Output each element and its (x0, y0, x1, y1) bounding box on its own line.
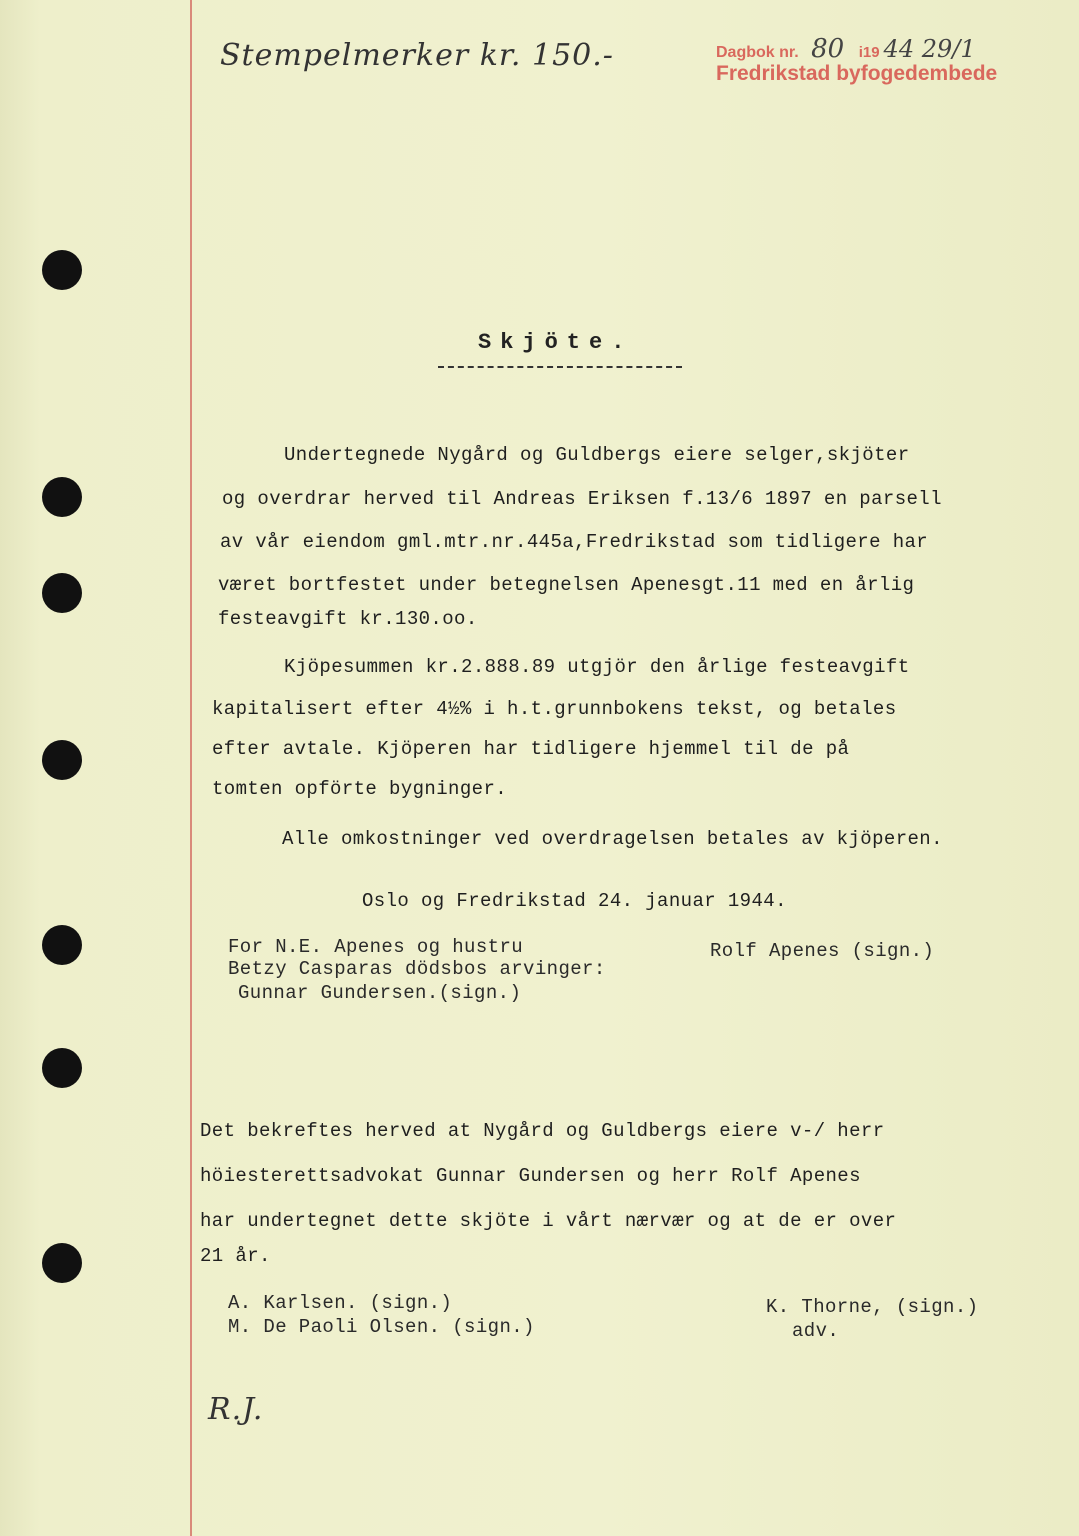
punch-hole (42, 573, 82, 613)
body-line: og overdrar herved til Andreas Eriksen f.13/6 1897 en parsell (222, 488, 942, 510)
margin-note: Stempelmerker kr. 150.- (220, 38, 614, 73)
witness-right-line: adv. (792, 1320, 840, 1342)
document-title: Skjöte. (478, 330, 634, 355)
punch-hole (42, 250, 82, 290)
confirmation-line: Det bekreftes herved at Nygård og Guldbergs eiere v-/ herr (200, 1120, 885, 1142)
journal-stamp-line1 (716, 34, 976, 64)
punch-hole (42, 1243, 82, 1283)
signature-left-line: Gunnar Gundersen.(sign.) (238, 982, 522, 1004)
body-line: tomten opförte bygninger. (212, 778, 508, 800)
body-line: kapitalisert efter 4½% i h.t.grunnbokens tekst, og betales (212, 698, 897, 720)
body-line: festeavgift kr.130.oo. (218, 608, 478, 630)
punch-hole (42, 740, 82, 780)
body-line: av vår eiendom gml.mtr.nr.445a,Fredrikstad som tidligere har (220, 531, 929, 553)
confirmation-line: har undertegnet dette skjöte i vårt nærvær og at de er over (200, 1210, 897, 1232)
witness-right-line: K. Thorne, (sign.) (766, 1296, 979, 1318)
body-line: været bortfestet under betegnelsen Apenesgt.11 med en årlig (218, 574, 915, 596)
stamp-year-prefix: i19 (858, 44, 880, 61)
signature-right: Rolf Apenes (sign.) (710, 940, 935, 962)
stamp-number: 80 (811, 34, 845, 64)
stamp-prefix: Dagbok nr. (716, 44, 799, 61)
punch-hole (42, 1048, 82, 1088)
body-line: efter avtale. Kjöperen har tidligere hjemmel til de på (212, 738, 850, 760)
title-underline (438, 366, 682, 368)
place-date: Oslo og Fredrikstad 24. januar 1944. (362, 890, 787, 912)
witness-left-line: M. De Paoli Olsen. (sign.) (228, 1316, 535, 1338)
handwritten-initials: R.J. (208, 1392, 264, 1427)
witness-left-line: A. Karlsen. (sign.) (228, 1292, 453, 1314)
body-line: Kjöpesummen kr.2.888.89 utgjör den årlige festeavgift (284, 656, 910, 678)
confirmation-line: 21 år. (200, 1245, 271, 1267)
punch-hole (42, 925, 82, 965)
signature-left-line: Betzy Casparas dödsbos arvinger: (228, 958, 606, 980)
punch-hole (42, 477, 82, 517)
body-line: Alle omkostninger ved overdragelsen betales av kjöperen. (282, 828, 943, 850)
stamp-year-date: 44 29/1 (883, 35, 976, 63)
body-line: Undertegnede Nygård og Guldbergs eiere selger,skjöter (284, 444, 910, 466)
margin-line (190, 0, 192, 1536)
confirmation-line: höiesterettsadvokat Gunnar Gundersen og herr Rolf Apenes (200, 1165, 861, 1187)
signature-left-line: For N.E. Apenes og hustru (228, 936, 524, 958)
journal-stamp-line2: Fredrikstad byfogedembede (716, 62, 998, 85)
